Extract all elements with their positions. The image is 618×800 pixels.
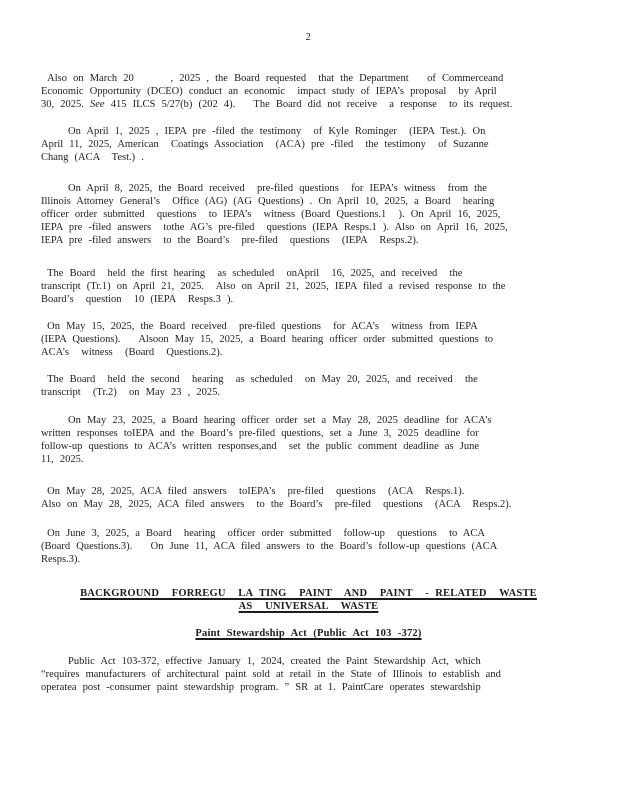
text-line: The Board held the second hearing as scheduled on May 20, 2025, and received the (41, 374, 478, 385)
text-line: transcript (Tr.1) on April 21, 2025. Also on April 21, 2025, IEPA filed a revised response to the (41, 281, 506, 292)
paragraph-april-1-testimony (41, 125, 576, 164)
text-line: (Board Questions.3). On June 11, ACA filed answers to the Board’s follow-up questions (ACA (41, 541, 498, 552)
text-line: Paint Stewardship Act (Public Act 103 -372) (195, 628, 422, 639)
text-line: April 11, 2025, American Coatings Association (ACA) pre -filed the testimony of Suzanne (41, 139, 489, 150)
paragraph-may-15-questions (41, 320, 576, 359)
text-line: Resps.3). (41, 554, 81, 565)
text-line: written responses toIEPA and the Board’s pre-filed questions, set a June 3, 2025 deadline for (41, 428, 479, 439)
text-line: Also on May 28, 2025, ACA filed answers to the Board’s pre-filed questions (ACA Resps.2). (41, 499, 512, 510)
page-number: 2 (305, 32, 312, 43)
text-line: ACA’s witness (Board Questions.2). (41, 347, 223, 358)
paragraph-may-23-deadlines (41, 414, 576, 466)
text-line: On May 28, 2025, ACA filed answers toIEPA’s pre-filed questions (ACA Resps.1). (41, 486, 465, 497)
paragraph-march-20-request (41, 72, 576, 111)
text-segment: 415 ILCS 5/27(b) (202 4). The Board did not receive a response to its request. (104, 99, 513, 110)
text-line: Illinois Attorney General’s Office (AG) (AG Questions) . On April 10, 2025, a Board hearing (41, 196, 495, 207)
text-line: Public Act 103-372, effective January 1, 2024, created the Paint Stewardship Act, which (68, 656, 481, 667)
text-line: Also on March 20 , 2025 , the Board requested that the Department of Commerceand (41, 73, 504, 84)
paragraph-june-3-followup (41, 527, 576, 566)
text-line: (IEPA Questions). Alsoon May 15, 2025, a Board hearing officer order submitted questions to (41, 334, 494, 345)
text-line: follow-up questions to ACA’s written responses,and set the public comment deadline as June (41, 441, 480, 452)
section-heading-paint-stewardship-act (41, 627, 576, 640)
text-line: IEPA pre -filed answers to the Board’s pre-filed questions (IEPA Resps.2). (41, 235, 419, 246)
text-line: BACKGROUND FORREGU LA TING PAINT AND PAINT - RELATED WASTE (80, 588, 537, 599)
text-line: The Board held the first hearing as scheduled onApril 16, 2025, and received the (41, 268, 463, 279)
italic-citation-text: See (90, 99, 105, 110)
paragraph-second-hearing (41, 373, 576, 399)
text-line (41, 98, 576, 111)
text-line: On May 23, 2025, a Board hearing officer order set a May 28, 2025 deadline for ACA’s (68, 415, 492, 426)
text-line: On May 15, 2025, the Board received pre-filed questions for ACA’s witness from IEPA (41, 321, 478, 332)
text-line: On April 1, 2025 , IEPA pre -filed the testimony of Kyle Rominger (IEPA Test.). On (68, 126, 486, 137)
paragraph-may-28-answers (41, 485, 576, 511)
text-segment: 30, 2025. (41, 99, 90, 110)
section-heading-background (41, 587, 576, 613)
text-line: 11, 2025. (41, 454, 84, 465)
text-line: officer order submitted questions to IEPA’s witness (Board Questions.1 ). On April 16, 2025, (41, 209, 501, 220)
text-line: Board’s question 10 (IEPA Resps.3 ). (41, 294, 234, 305)
text-line: Chang (ACA Test.) . (41, 152, 144, 163)
text-line: On April 8, 2025, the Board received pre-filed questions for IEPA’s witness from the (68, 183, 487, 194)
paragraph-public-act-103-372 (41, 655, 576, 694)
text-line: Economic Opportunity (DCEO) conduct an economic impact study of IEPA’s proposal by April (41, 86, 497, 97)
paragraph-first-hearing (41, 267, 576, 306)
text-line: operatea post -consumer paint stewardship program. ” SR at 1. PaintCare operates stewardship (41, 682, 481, 693)
text-line: AS UNIVERSAL WASTE (238, 601, 379, 612)
text-line: On June 3, 2025, a Board hearing officer order submitted follow-up questions to ACA (41, 528, 485, 539)
paragraph-april-8-questions (41, 182, 576, 247)
text-line: IEPA pre -filed answers tothe AG’s pre-filed questions (IEPA Resps.1 ). Also on April 16, 2025, (41, 222, 508, 233)
text-line: transcript (Tr.2) on May 23 , 2025. (41, 387, 220, 398)
text-line: “requires manufacturers of architectural paint sold at retail in the State of Illinois to establish and (41, 669, 501, 680)
